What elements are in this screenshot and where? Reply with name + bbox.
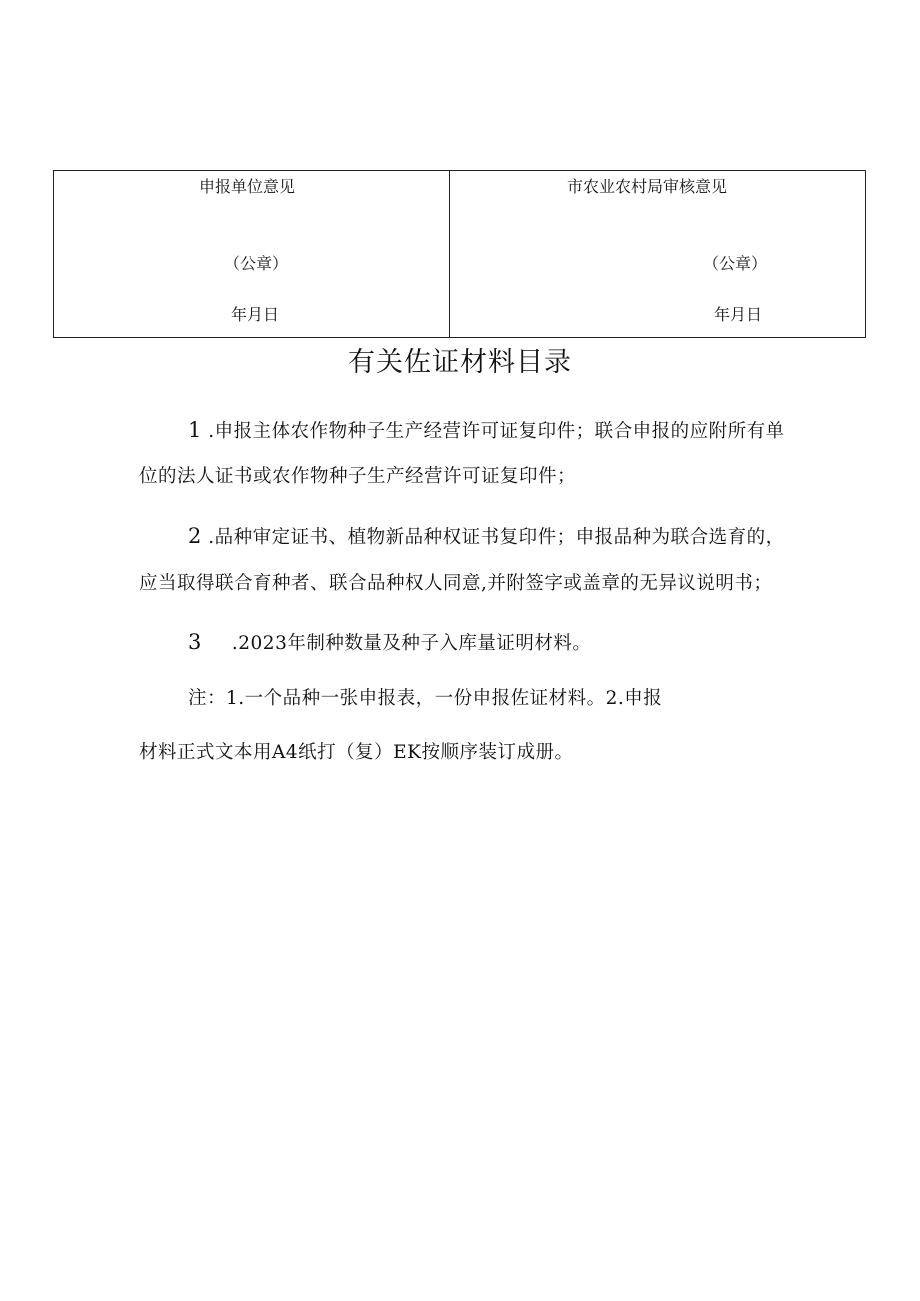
item-3-number: 3 [188, 630, 202, 654]
applicant-date-label: 年月日 [231, 305, 280, 324]
bureau-seal-label: （公章） [703, 254, 768, 273]
page-title: 有关佐证材料目录 [348, 347, 572, 378]
item-1-text: .申报主体农作物种子生产经营许可证复印件；联合申报的应附所有单 [208, 421, 785, 442]
applicant-seal-label: （公章） [224, 254, 289, 273]
item-3 [188, 632, 920, 654]
item-1-number: 1 [188, 418, 202, 442]
item-2-text: .品种审定证书、植物新品种权证书复印件；申报品种为联合选育的， [208, 527, 785, 548]
item-2-line-2: 应当取得联合育种者、联合品种权人同意,并附签字或盖章的无异议说明书； [139, 573, 773, 594]
item-3-text: .2023年制种数量及种子入库量证明材料。 [231, 633, 592, 654]
item-2-line-1 [188, 526, 920, 548]
item-1-line-2: 位的法人证书或农作物种子生产经营许可证复印件； [139, 466, 577, 487]
item-1-line-1 [188, 420, 920, 442]
applicant-opinion-cell [54, 171, 450, 337]
note-line-1: 注：1.一个品种一张申报表，一份申报佐证材料。2.申报 [188, 688, 663, 709]
item-2-number: 2 [188, 524, 202, 548]
opinion-table [53, 170, 866, 338]
bureau-opinion-heading: 市农业农村局审核意见 [567, 177, 728, 196]
bureau-opinion-cell [450, 171, 865, 337]
note-line-2: 材料正式文本用A4纸打（复）EK按顺序装订成册。 [139, 742, 574, 763]
bureau-date-label: 年月日 [714, 305, 763, 324]
applicant-opinion-heading: 申报单位意见 [199, 177, 296, 196]
